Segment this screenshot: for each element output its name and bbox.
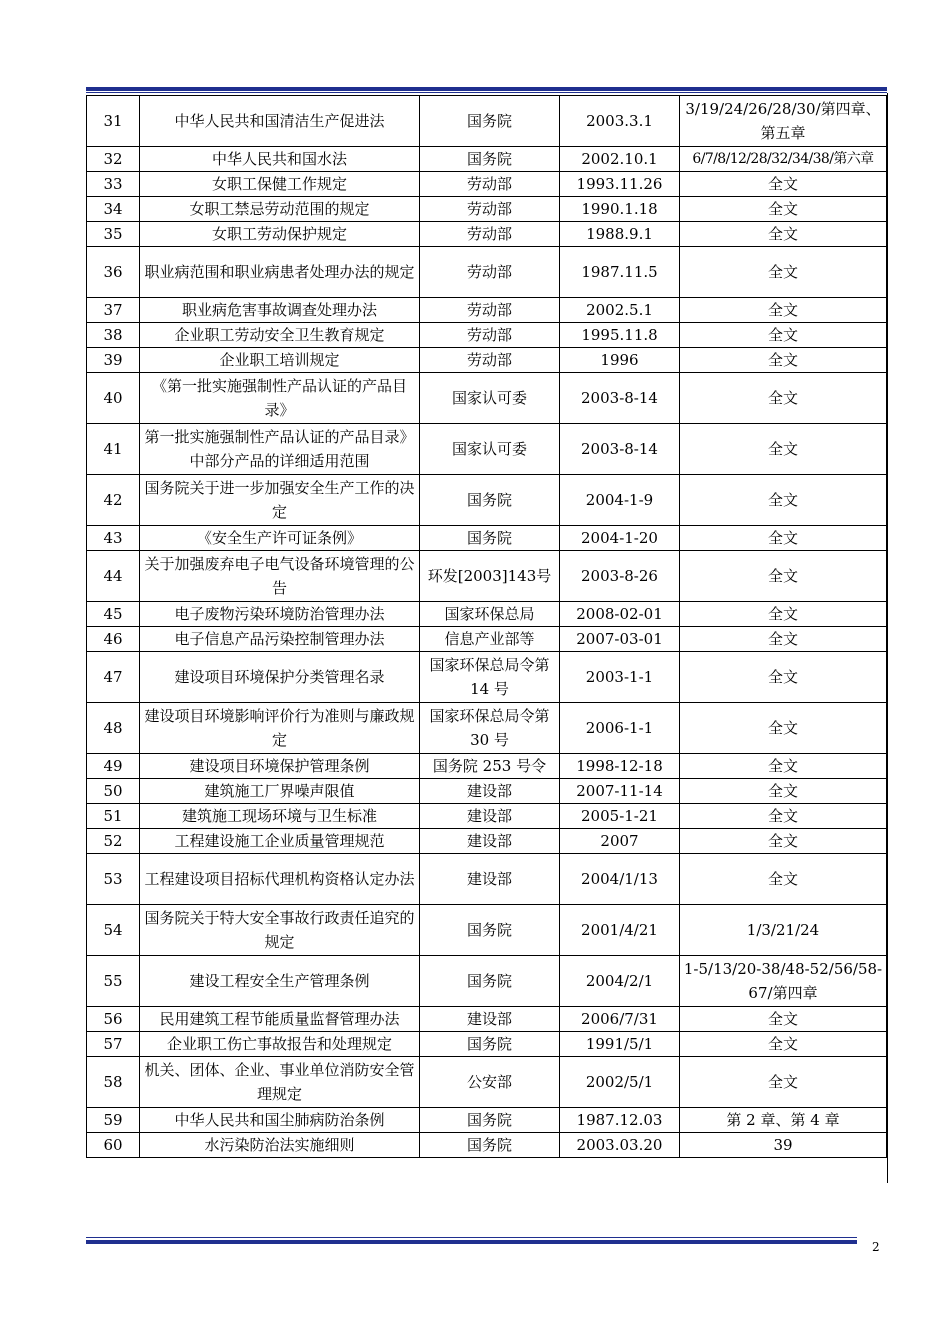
effective-date-cell: 2006-1-1 — [560, 703, 680, 754]
effective-date-cell: 1991/5/1 — [560, 1032, 680, 1057]
applicable-clauses-cell: 全文 — [680, 829, 887, 854]
effective-date-cell: 2007-11-14 — [560, 779, 680, 804]
regulation-name-cell: 企业职工劳动安全卫生教育规定 — [140, 323, 420, 348]
applicable-clauses-cell: 全文 — [680, 627, 887, 652]
issuing-authority-cell: 国务院 — [420, 1108, 560, 1133]
table-row — [87, 1108, 887, 1133]
regulations-table-body — [87, 96, 887, 1158]
effective-date-cell: 2003-8-14 — [560, 424, 680, 475]
row-number-cell: 41 — [87, 424, 140, 475]
regulation-name-cell: 职业病危害事故调查处理办法 — [140, 298, 420, 323]
regulation-name-cell: 第一批实施强制性产品认证的产品目录》中部分产品的详细适用范围 — [140, 424, 420, 475]
table-row — [87, 551, 887, 602]
row-number-cell: 35 — [87, 222, 140, 247]
regulation-name-cell: 民用建筑工程节能质量监督管理办法 — [140, 1007, 420, 1032]
issuing-authority-cell: 劳动部 — [420, 247, 560, 298]
table-row — [87, 1057, 887, 1108]
regulation-name-cell: 建设项目环境影响评价行为准则与廉政规定 — [140, 703, 420, 754]
effective-date-cell: 2002/5/1 — [560, 1057, 680, 1108]
effective-date-cell: 2004-1-9 — [560, 475, 680, 526]
regulation-name-cell: 中华人民共和国水法 — [140, 147, 420, 172]
table-row — [87, 1032, 887, 1057]
issuing-authority-cell: 国务院 — [420, 475, 560, 526]
row-number-cell: 31 — [87, 96, 140, 147]
regulation-name-cell: 企业职工伤亡事故报告和处理规定 — [140, 1032, 420, 1057]
table-row — [87, 754, 887, 779]
table-row — [87, 197, 887, 222]
row-number-cell: 37 — [87, 298, 140, 323]
table-row — [87, 1133, 887, 1158]
issuing-authority-cell: 劳动部 — [420, 172, 560, 197]
row-number-cell: 36 — [87, 247, 140, 298]
table-row — [87, 905, 887, 956]
issuing-authority-cell: 国务院 — [420, 1133, 560, 1158]
effective-date-cell: 2008-02-01 — [560, 602, 680, 627]
regulation-name-cell: 《安全生产许可证条例》 — [140, 526, 420, 551]
table-row — [87, 373, 887, 424]
row-number-cell: 34 — [87, 197, 140, 222]
row-number-cell: 42 — [87, 475, 140, 526]
page-number: 2 — [872, 1240, 880, 1254]
effective-date-cell: 2005-1-21 — [560, 804, 680, 829]
applicable-clauses-cell: 第 2 章、第 4 章 — [680, 1108, 887, 1133]
table-row — [87, 298, 887, 323]
applicable-clauses-cell: 全文 — [680, 804, 887, 829]
effective-date-cell: 2003-8-26 — [560, 551, 680, 602]
row-number-cell: 49 — [87, 754, 140, 779]
applicable-clauses-cell: 全文 — [680, 779, 887, 804]
effective-date-cell: 1993.11.26 — [560, 172, 680, 197]
table-row — [87, 854, 887, 905]
effective-date-cell: 2006/7/31 — [560, 1007, 680, 1032]
row-number-cell: 54 — [87, 905, 140, 956]
effective-date-cell: 1990.1.18 — [560, 197, 680, 222]
row-number-cell: 46 — [87, 627, 140, 652]
issuing-authority-cell: 环发[2003]143号 — [420, 551, 560, 602]
regulation-name-cell: 女职工劳动保护规定 — [140, 222, 420, 247]
row-number-cell: 40 — [87, 373, 140, 424]
applicable-clauses-cell: 全文 — [680, 854, 887, 905]
applicable-clauses-cell: 全文 — [680, 222, 887, 247]
table-row — [87, 804, 887, 829]
header-rule — [86, 87, 887, 93]
row-number-cell: 57 — [87, 1032, 140, 1057]
regulation-name-cell: 女职工保健工作规定 — [140, 172, 420, 197]
effective-date-cell: 2004/1/13 — [560, 854, 680, 905]
applicable-clauses-cell: 6/7/8/12/28/32/34/38/第六章 — [680, 147, 887, 172]
applicable-clauses-cell: 全文 — [680, 1057, 887, 1108]
issuing-authority-cell: 公安部 — [420, 1057, 560, 1108]
issuing-authority-cell: 国务院 — [420, 956, 560, 1007]
effective-date-cell: 2003-1-1 — [560, 652, 680, 703]
table-row — [87, 147, 887, 172]
row-number-cell: 47 — [87, 652, 140, 703]
issuing-authority-cell: 劳动部 — [420, 348, 560, 373]
regulation-name-cell: 建设项目环境保护管理条例 — [140, 754, 420, 779]
applicable-clauses-cell: 全文 — [680, 1032, 887, 1057]
row-number-cell: 59 — [87, 1108, 140, 1133]
issuing-authority-cell: 建设部 — [420, 1007, 560, 1032]
issuing-authority-cell: 建设部 — [420, 854, 560, 905]
regulation-name-cell: 中华人民共和国清洁生产促进法 — [140, 96, 420, 147]
regulation-name-cell: 建筑施工现场环境与卫生标准 — [140, 804, 420, 829]
issuing-authority-cell: 国务院 — [420, 905, 560, 956]
applicable-clauses-cell: 全文 — [680, 424, 887, 475]
effective-date-cell: 2007-03-01 — [560, 627, 680, 652]
effective-date-cell: 2003.3.1 — [560, 96, 680, 147]
applicable-clauses-cell: 全文 — [680, 754, 887, 779]
regulation-name-cell: 建筑施工厂界噪声限值 — [140, 779, 420, 804]
applicable-clauses-cell: 1-5/13/20-38/48-52/56/58-67/第四章 — [680, 956, 887, 1007]
issuing-authority-cell: 国务院 — [420, 147, 560, 172]
table-row — [87, 526, 887, 551]
table-row — [87, 627, 887, 652]
issuing-authority-cell: 国家环保总局令第 14 号 — [420, 652, 560, 703]
row-number-cell: 44 — [87, 551, 140, 602]
applicable-clauses-cell: 全文 — [680, 551, 887, 602]
regulation-name-cell: 关于加强废弃电子电气设备环境管理的公告 — [140, 551, 420, 602]
regulation-name-cell: 建设工程安全生产管理条例 — [140, 956, 420, 1007]
table-row — [87, 424, 887, 475]
effective-date-cell: 1987.12.03 — [560, 1108, 680, 1133]
issuing-authority-cell: 国家环保总局 — [420, 602, 560, 627]
issuing-authority-cell: 国务院 253 号令 — [420, 754, 560, 779]
applicable-clauses-cell: 全文 — [680, 197, 887, 222]
table-row — [87, 348, 887, 373]
table-row — [87, 829, 887, 854]
applicable-clauses-cell: 全文 — [680, 298, 887, 323]
applicable-clauses-cell: 1/3/21/24 — [680, 905, 887, 956]
regulation-name-cell: 电子信息产品污染控制管理办法 — [140, 627, 420, 652]
table-row — [87, 703, 887, 754]
effective-date-cell: 2003.03.20 — [560, 1133, 680, 1158]
regulation-name-cell: 国务院关于进一步加强安全生产工作的决定 — [140, 475, 420, 526]
table-row — [87, 1007, 887, 1032]
effective-date-cell: 2004-1-20 — [560, 526, 680, 551]
regulation-name-cell: 建设项目环境保护分类管理名录 — [140, 652, 420, 703]
row-number-cell: 53 — [87, 854, 140, 905]
row-number-cell: 56 — [87, 1007, 140, 1032]
regulation-name-cell: 水污染防治法实施细则 — [140, 1133, 420, 1158]
applicable-clauses-cell: 全文 — [680, 526, 887, 551]
applicable-clauses-cell: 全文 — [680, 602, 887, 627]
row-number-cell: 60 — [87, 1133, 140, 1158]
table-row — [87, 779, 887, 804]
issuing-authority-cell: 劳动部 — [420, 222, 560, 247]
issuing-authority-cell: 劳动部 — [420, 197, 560, 222]
row-number-cell: 52 — [87, 829, 140, 854]
applicable-clauses-cell: 全文 — [680, 1007, 887, 1032]
applicable-clauses-cell: 全文 — [680, 652, 887, 703]
regulation-name-cell: 职业病范围和职业病患者处理办法的规定 — [140, 247, 420, 298]
issuing-authority-cell: 国家认可委 — [420, 373, 560, 424]
row-number-cell: 58 — [87, 1057, 140, 1108]
applicable-clauses-cell: 全文 — [680, 172, 887, 197]
issuing-authority-cell: 国务院 — [420, 526, 560, 551]
regulation-name-cell: 女职工禁忌劳动范围的规定 — [140, 197, 420, 222]
applicable-clauses-cell: 全文 — [680, 475, 887, 526]
row-number-cell: 43 — [87, 526, 140, 551]
regulations-table — [86, 95, 887, 1158]
issuing-authority-cell: 国家认可委 — [420, 424, 560, 475]
row-number-cell: 39 — [87, 348, 140, 373]
effective-date-cell: 1998-12-18 — [560, 754, 680, 779]
applicable-clauses-cell: 3/19/24/26/28/30/第四章、第五章 — [680, 96, 887, 147]
issuing-authority-cell: 劳动部 — [420, 298, 560, 323]
effective-date-cell: 1988.9.1 — [560, 222, 680, 247]
table-row — [87, 956, 887, 1007]
row-number-cell: 48 — [87, 703, 140, 754]
effective-date-cell: 1996 — [560, 348, 680, 373]
row-number-cell: 32 — [87, 147, 140, 172]
table-row — [87, 247, 887, 298]
issuing-authority-cell: 建设部 — [420, 804, 560, 829]
effective-date-cell: 1987.11.5 — [560, 247, 680, 298]
effective-date-cell: 2001/4/21 — [560, 905, 680, 956]
row-number-cell: 45 — [87, 602, 140, 627]
applicable-clauses-cell: 全文 — [680, 373, 887, 424]
row-number-cell: 51 — [87, 804, 140, 829]
row-number-cell: 50 — [87, 779, 140, 804]
regulation-name-cell: 国务院关于特大安全事故行政责任追究的规定 — [140, 905, 420, 956]
footer-rule — [86, 1237, 857, 1245]
table-row — [87, 475, 887, 526]
issuing-authority-cell: 建设部 — [420, 779, 560, 804]
effective-date-cell: 1995.11.8 — [560, 323, 680, 348]
issuing-authority-cell: 国务院 — [420, 96, 560, 147]
row-number-cell: 33 — [87, 172, 140, 197]
effective-date-cell: 2003-8-14 — [560, 373, 680, 424]
applicable-clauses-cell: 39 — [680, 1133, 887, 1158]
applicable-clauses-cell: 全文 — [680, 247, 887, 298]
issuing-authority-cell: 信息产业部等 — [420, 627, 560, 652]
applicable-clauses-cell: 全文 — [680, 323, 887, 348]
right-margin-line — [887, 93, 888, 1183]
effective-date-cell: 2007 — [560, 829, 680, 854]
issuing-authority-cell: 国家环保总局令第 30 号 — [420, 703, 560, 754]
effective-date-cell: 2002.10.1 — [560, 147, 680, 172]
issuing-authority-cell: 劳动部 — [420, 323, 560, 348]
row-number-cell: 55 — [87, 956, 140, 1007]
table-row — [87, 652, 887, 703]
effective-date-cell: 2004/2/1 — [560, 956, 680, 1007]
issuing-authority-cell: 建设部 — [420, 829, 560, 854]
table-row — [87, 323, 887, 348]
applicable-clauses-cell: 全文 — [680, 348, 887, 373]
applicable-clauses-cell: 全文 — [680, 703, 887, 754]
table-row — [87, 96, 887, 147]
regulation-name-cell: 机关、团体、企业、事业单位消防安全管理规定 — [140, 1057, 420, 1108]
regulation-name-cell: 中华人民共和国尘肺病防治条例 — [140, 1108, 420, 1133]
regulation-name-cell: 《第一批实施强制性产品认证的产品目录》 — [140, 373, 420, 424]
table-row — [87, 602, 887, 627]
table-row — [87, 172, 887, 197]
table-row — [87, 222, 887, 247]
regulation-name-cell: 工程建设施工企业质量管理规范 — [140, 829, 420, 854]
effective-date-cell: 2002.5.1 — [560, 298, 680, 323]
regulation-name-cell: 企业职工培训规定 — [140, 348, 420, 373]
issuing-authority-cell: 国务院 — [420, 1032, 560, 1057]
regulation-name-cell: 工程建设项目招标代理机构资格认定办法 — [140, 854, 420, 905]
regulation-name-cell: 电子废物污染环境防治管理办法 — [140, 602, 420, 627]
row-number-cell: 38 — [87, 323, 140, 348]
